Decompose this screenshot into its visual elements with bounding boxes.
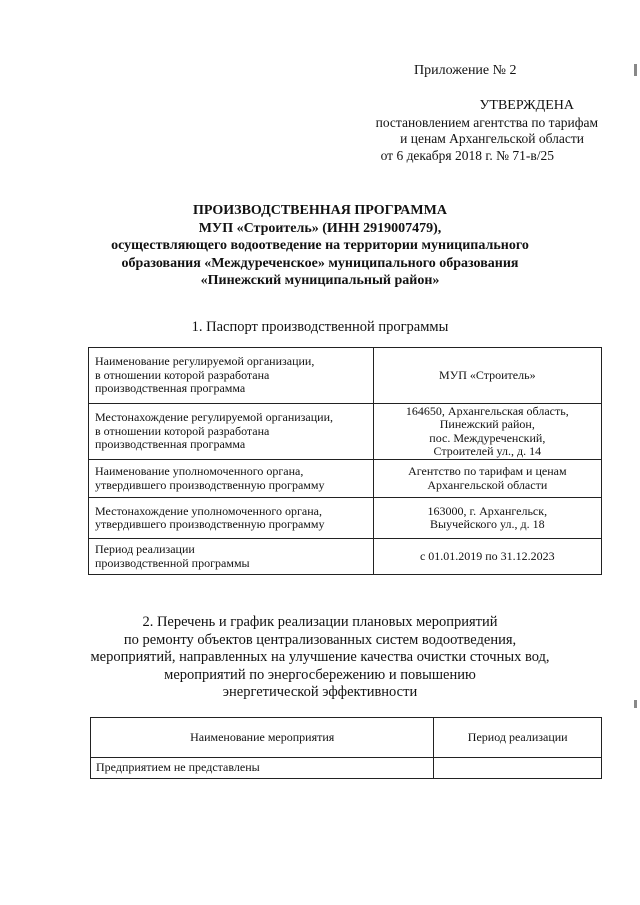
row-label: Наименование уполномоченного органа, утвердившего производственную программу <box>89 460 374 498</box>
table-row <box>89 460 602 498</box>
row-value: Агентство по тарифам и ценам Архангельской области <box>373 460 601 498</box>
title-line: ПРОИЗВОДСТВЕННАЯ ПРОГРАММА <box>193 203 447 218</box>
table-row <box>91 758 602 779</box>
title-line: «Пинежский муниципальный район» <box>200 273 440 288</box>
section2-heading: 2. Перечень и график реализации плановых мероприятий по ремонту объектов централизованных систем водоотведения, мероприятий, направленных на улучшение качества очистки сточных вод, мероприятий по энергосбережению и повышению энергетической эффективности <box>90 614 550 700</box>
column-header: Период реализации <box>434 718 602 758</box>
appendix-number: Приложение № 2 <box>414 63 517 78</box>
table-row <box>89 498 602 539</box>
title-line: образования «Междуреченское» муниципального образования <box>121 255 519 271</box>
approval-heading: УТВЕРЖДЕНА <box>479 98 574 113</box>
document-title <box>40 202 600 290</box>
row-label: Наименование регулируемой организации, в отношении которой разработана производственная программа <box>89 348 374 404</box>
table-row <box>89 348 602 404</box>
measure-period <box>434 758 602 779</box>
measures-table <box>90 717 602 779</box>
table-header-row <box>91 718 602 758</box>
approval-line: постановлением агентства по тарифам <box>375 114 598 130</box>
row-label: Период реализации производственной программы <box>89 539 374 575</box>
row-label: Местонахождение регулируемой организации, в отношении которой разработана производственная программа <box>89 404 374 460</box>
title-line: осуществляющего водоотведение на территории муниципального <box>111 238 529 253</box>
scan-margin-mark <box>634 64 637 76</box>
approval-block <box>330 98 598 164</box>
approval-line: и ценам Архангельской области <box>400 131 584 146</box>
title-line: МУП «Строитель» (ИНН 2919007479), <box>198 220 442 236</box>
table-row <box>89 404 602 460</box>
measure-name: Предприятием не представлены <box>91 758 434 779</box>
table-row <box>89 539 602 575</box>
row-value: 163000, г. Архангельск, Выучейского ул., д. 18 <box>373 498 601 539</box>
row-value: с 01.01.2019 по 31.12.2023 <box>373 539 601 575</box>
passport-table <box>88 347 602 575</box>
scan-margin-mark <box>634 700 637 708</box>
approval-line: от 6 декабря 2018 г. № 71-в/25 <box>380 147 554 163</box>
section1-heading: 1. Паспорт производственной программы <box>191 319 449 335</box>
row-value: 164650, Архангельская область, Пинежский район, пос. Междуреченский, Строителей ул., д. 14 <box>373 404 601 460</box>
row-label: Местонахождение уполномоченного органа, утвердившего производственную программу <box>89 498 374 539</box>
column-header: Наименование мероприятия <box>91 718 434 758</box>
row-value: МУП «Строитель» <box>373 348 601 404</box>
